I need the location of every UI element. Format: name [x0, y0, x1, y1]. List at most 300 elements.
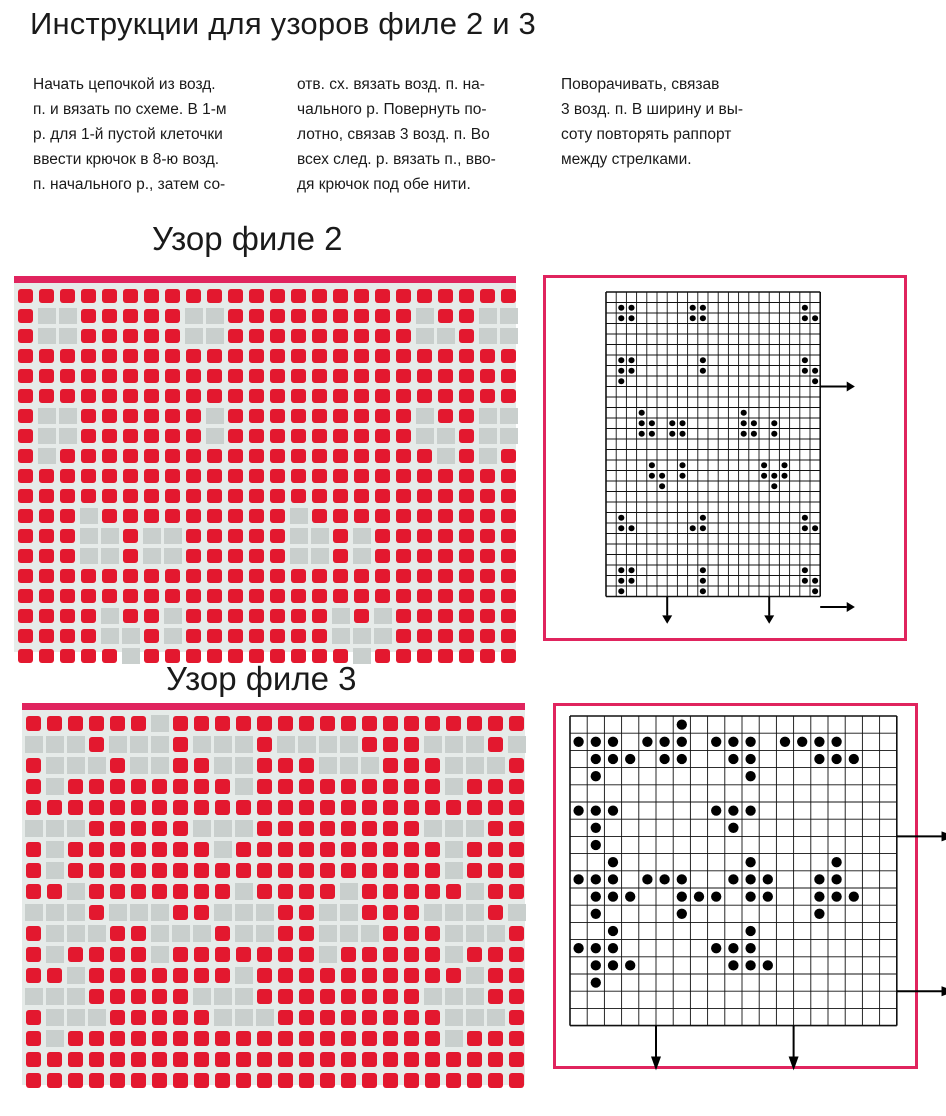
- open-mesh: [417, 349, 432, 363]
- chart-dot: [639, 431, 645, 437]
- open-mesh: [186, 289, 201, 303]
- open-mesh: [509, 947, 524, 962]
- open-mesh: [123, 369, 138, 383]
- open-mesh: [144, 589, 159, 603]
- filled-stitch: [340, 904, 358, 921]
- pattern-2-photo: [14, 276, 516, 652]
- filled-stitch: [193, 925, 211, 942]
- open-mesh: [383, 947, 398, 962]
- filled-stitch: [67, 757, 85, 774]
- open-mesh: [194, 1010, 209, 1025]
- open-mesh: [480, 529, 495, 543]
- open-mesh: [467, 716, 482, 731]
- open-mesh: [123, 289, 138, 303]
- filled-stitch: [416, 428, 434, 444]
- chart-dot: [831, 857, 841, 867]
- open-mesh: [131, 989, 146, 1004]
- chart-dot: [618, 588, 624, 594]
- filled-stitch: [298, 736, 316, 753]
- filled-stitch: [361, 757, 379, 774]
- filled-stitch: [122, 628, 140, 644]
- chart-dot: [802, 315, 808, 321]
- open-mesh: [299, 926, 314, 941]
- open-mesh: [404, 1031, 419, 1046]
- chart-dot: [677, 737, 687, 747]
- open-mesh: [362, 947, 377, 962]
- open-mesh: [278, 779, 293, 794]
- open-mesh: [110, 800, 125, 815]
- open-mesh: [341, 947, 356, 962]
- open-mesh: [375, 549, 390, 563]
- open-mesh: [375, 569, 390, 583]
- chart-dot: [608, 754, 618, 764]
- open-mesh: [165, 589, 180, 603]
- filled-stitch: [445, 1030, 463, 1047]
- filled-stitch: [206, 408, 224, 424]
- open-mesh: [459, 309, 474, 323]
- open-mesh: [228, 409, 243, 423]
- open-mesh: [215, 863, 230, 878]
- chart-dot: [642, 737, 652, 747]
- chart-dot: [849, 754, 859, 764]
- filled-stitch: [424, 736, 442, 753]
- filled-stitch: [332, 628, 350, 644]
- filled-stitch: [80, 548, 98, 564]
- open-mesh: [228, 489, 243, 503]
- open-mesh: [110, 947, 125, 962]
- open-mesh: [152, 863, 167, 878]
- chart-dot: [618, 378, 624, 384]
- open-mesh: [215, 926, 230, 941]
- open-mesh: [488, 821, 503, 836]
- open-mesh: [144, 489, 159, 503]
- open-mesh: [215, 947, 230, 962]
- filled-stitch: [466, 925, 484, 942]
- chart-dot: [771, 420, 777, 426]
- open-mesh: [26, 842, 41, 857]
- open-mesh: [467, 1073, 482, 1088]
- chart-dot: [591, 737, 601, 747]
- filled-stitch: [193, 736, 211, 753]
- open-mesh: [278, 800, 293, 815]
- open-mesh: [333, 529, 348, 543]
- open-mesh: [341, 779, 356, 794]
- filled-stitch: [46, 1009, 64, 1026]
- chart-dot: [591, 874, 601, 884]
- chart-dot: [690, 525, 696, 531]
- open-mesh: [165, 309, 180, 323]
- filled-stitch: [437, 328, 455, 344]
- open-mesh: [509, 821, 524, 836]
- open-mesh: [320, 863, 335, 878]
- open-mesh: [375, 409, 390, 423]
- chart-dot: [711, 805, 721, 815]
- filled-stitch: [59, 328, 77, 344]
- filled-stitch: [151, 715, 169, 732]
- open-mesh: [467, 779, 482, 794]
- open-mesh: [375, 389, 390, 403]
- open-mesh: [131, 716, 146, 731]
- open-mesh: [26, 947, 41, 962]
- chart-dot: [761, 473, 767, 479]
- filled-stitch: [256, 1009, 274, 1026]
- open-mesh: [186, 409, 201, 423]
- filled-stitch: [46, 988, 64, 1005]
- open-mesh: [194, 800, 209, 815]
- filled-stitch: [290, 528, 308, 544]
- filled-stitch: [214, 904, 232, 921]
- open-mesh: [186, 589, 201, 603]
- open-mesh: [47, 716, 62, 731]
- filled-stitch: [185, 308, 203, 324]
- open-mesh: [39, 629, 54, 643]
- open-mesh: [396, 289, 411, 303]
- open-mesh: [228, 529, 243, 543]
- chart-dot: [677, 909, 687, 919]
- open-mesh: [438, 289, 453, 303]
- open-mesh: [60, 449, 75, 463]
- open-mesh: [131, 926, 146, 941]
- open-mesh: [144, 409, 159, 423]
- open-mesh: [312, 589, 327, 603]
- filled-stitch: [479, 408, 497, 424]
- open-mesh: [375, 649, 390, 663]
- open-mesh: [362, 716, 377, 731]
- open-mesh: [375, 529, 390, 543]
- filled-stitch: [164, 528, 182, 544]
- open-mesh: [228, 369, 243, 383]
- open-mesh: [173, 1052, 188, 1067]
- open-mesh: [404, 989, 419, 1004]
- open-mesh: [278, 947, 293, 962]
- filled-stitch: [206, 308, 224, 324]
- filled-stitch: [424, 904, 442, 921]
- open-mesh: [467, 1031, 482, 1046]
- open-mesh: [144, 389, 159, 403]
- open-mesh: [312, 309, 327, 323]
- chart-dot: [812, 578, 818, 584]
- chart-dot: [642, 874, 652, 884]
- chart-dot: [802, 515, 808, 521]
- filled-stitch: [46, 904, 64, 921]
- open-mesh: [228, 389, 243, 403]
- open-mesh: [312, 289, 327, 303]
- chart-dot: [763, 960, 773, 970]
- open-mesh: [110, 926, 125, 941]
- open-mesh: [383, 779, 398, 794]
- open-mesh: [375, 309, 390, 323]
- open-mesh: [488, 968, 503, 983]
- open-mesh: [270, 469, 285, 483]
- open-mesh: [425, 926, 440, 941]
- open-mesh: [123, 309, 138, 323]
- open-mesh: [207, 569, 222, 583]
- open-mesh: [278, 842, 293, 857]
- open-mesh: [417, 509, 432, 523]
- open-mesh: [333, 509, 348, 523]
- filled-stitch: [445, 736, 463, 753]
- filled-stitch: [235, 736, 253, 753]
- open-mesh: [354, 589, 369, 603]
- open-mesh: [383, 1073, 398, 1088]
- open-mesh: [509, 1031, 524, 1046]
- open-mesh: [480, 369, 495, 383]
- open-mesh: [341, 989, 356, 1004]
- open-mesh: [165, 329, 180, 343]
- open-mesh: [144, 649, 159, 663]
- open-mesh: [291, 349, 306, 363]
- open-mesh: [299, 1073, 314, 1088]
- open-mesh: [236, 1052, 251, 1067]
- open-mesh: [123, 449, 138, 463]
- filled-stitch: [500, 428, 518, 444]
- open-mesh: [459, 529, 474, 543]
- filled-stitch: [437, 428, 455, 444]
- open-mesh: [207, 549, 222, 563]
- open-mesh: [333, 409, 348, 423]
- open-mesh: [291, 469, 306, 483]
- open-mesh: [26, 779, 41, 794]
- open-mesh: [257, 968, 272, 983]
- open-mesh: [501, 369, 516, 383]
- filled-stitch: [143, 528, 161, 544]
- open-mesh: [249, 349, 264, 363]
- open-mesh: [480, 549, 495, 563]
- chart-dot: [679, 420, 685, 426]
- open-mesh: [425, 968, 440, 983]
- open-mesh: [396, 569, 411, 583]
- chart-dot: [745, 754, 755, 764]
- open-mesh: [438, 309, 453, 323]
- chart-dot: [728, 960, 738, 970]
- open-mesh: [81, 609, 96, 623]
- open-mesh: [194, 842, 209, 857]
- chart-dot: [711, 943, 721, 953]
- open-mesh: [173, 1010, 188, 1025]
- open-mesh: [480, 629, 495, 643]
- open-mesh: [404, 884, 419, 899]
- open-mesh: [173, 947, 188, 962]
- open-mesh: [299, 800, 314, 815]
- open-mesh: [509, 884, 524, 899]
- open-mesh: [270, 369, 285, 383]
- open-mesh: [60, 589, 75, 603]
- filled-stitch: [479, 428, 497, 444]
- open-mesh: [459, 329, 474, 343]
- open-mesh: [249, 369, 264, 383]
- filled-stitch: [500, 308, 518, 324]
- pattern-2-chart-frame: [543, 275, 907, 641]
- open-mesh: [501, 349, 516, 363]
- open-mesh: [60, 509, 75, 523]
- open-mesh: [152, 968, 167, 983]
- open-mesh: [278, 1073, 293, 1088]
- chart-dot: [659, 737, 669, 747]
- open-mesh: [270, 389, 285, 403]
- open-mesh: [362, 737, 377, 752]
- open-mesh: [207, 509, 222, 523]
- open-mesh: [459, 349, 474, 363]
- open-mesh: [215, 1052, 230, 1067]
- open-mesh: [341, 1052, 356, 1067]
- open-mesh: [249, 449, 264, 463]
- chart-dot: [608, 943, 618, 953]
- open-mesh: [270, 609, 285, 623]
- open-mesh: [144, 609, 159, 623]
- open-mesh: [165, 409, 180, 423]
- open-mesh: [501, 589, 516, 603]
- open-mesh: [228, 549, 243, 563]
- open-mesh: [165, 569, 180, 583]
- open-mesh: [396, 629, 411, 643]
- chart-dot: [618, 525, 624, 531]
- open-mesh: [123, 529, 138, 543]
- open-mesh: [438, 469, 453, 483]
- open-mesh: [480, 469, 495, 483]
- open-mesh: [509, 1010, 524, 1025]
- open-mesh: [236, 863, 251, 878]
- open-mesh: [39, 469, 54, 483]
- chart-dot: [700, 515, 706, 521]
- filled-stitch: [214, 736, 232, 753]
- chart-dot: [741, 420, 747, 426]
- open-mesh: [291, 569, 306, 583]
- open-mesh: [396, 489, 411, 503]
- open-mesh: [396, 349, 411, 363]
- open-mesh: [215, 800, 230, 815]
- chart-dot: [771, 431, 777, 437]
- open-mesh: [501, 609, 516, 623]
- open-mesh: [404, 737, 419, 752]
- chart-dot: [771, 473, 777, 479]
- open-mesh: [89, 1052, 104, 1067]
- filled-stitch: [80, 528, 98, 544]
- open-mesh: [341, 968, 356, 983]
- open-mesh: [396, 389, 411, 403]
- chart-dot: [608, 891, 618, 901]
- open-mesh: [333, 369, 348, 383]
- open-mesh: [354, 329, 369, 343]
- open-mesh: [144, 309, 159, 323]
- open-mesh: [446, 1052, 461, 1067]
- open-mesh: [165, 389, 180, 403]
- chart-dot: [711, 737, 721, 747]
- open-mesh: [68, 800, 83, 815]
- filled-stitch: [193, 988, 211, 1005]
- chart-dot: [618, 515, 624, 521]
- open-mesh: [89, 884, 104, 899]
- open-mesh: [173, 968, 188, 983]
- filled-stitch: [214, 841, 232, 858]
- chart-dot: [745, 926, 755, 936]
- chart-dot: [677, 754, 687, 764]
- filled-stitch: [353, 528, 371, 544]
- open-mesh: [333, 469, 348, 483]
- open-mesh: [26, 800, 41, 815]
- open-mesh: [110, 1010, 125, 1025]
- open-mesh: [26, 758, 41, 773]
- filled-stitch: [235, 988, 253, 1005]
- open-mesh: [488, 779, 503, 794]
- chart-dot: [659, 754, 669, 764]
- open-mesh: [299, 968, 314, 983]
- open-mesh: [299, 758, 314, 773]
- open-mesh: [333, 289, 348, 303]
- chart-dot: [649, 420, 655, 426]
- filled-stitch: [235, 925, 253, 942]
- filled-stitch: [445, 778, 463, 795]
- open-mesh: [320, 1073, 335, 1088]
- open-mesh: [291, 369, 306, 383]
- open-mesh: [333, 349, 348, 363]
- open-mesh: [26, 1073, 41, 1088]
- chart-dot: [831, 737, 841, 747]
- open-mesh: [333, 329, 348, 343]
- open-mesh: [110, 968, 125, 983]
- open-mesh: [278, 926, 293, 941]
- chart-dot: [591, 840, 601, 850]
- chart-dot: [591, 805, 601, 815]
- chart-dot: [802, 525, 808, 531]
- filled-stitch: [340, 883, 358, 900]
- open-mesh: [320, 716, 335, 731]
- open-mesh: [249, 409, 264, 423]
- filled-stitch: [38, 408, 56, 424]
- open-mesh: [228, 629, 243, 643]
- open-mesh: [291, 629, 306, 643]
- chart-dot: [628, 368, 634, 374]
- open-mesh: [131, 779, 146, 794]
- filled-stitch: [340, 736, 358, 753]
- pattern-2-heading: Узор филе 2: [152, 220, 343, 257]
- open-mesh: [165, 489, 180, 503]
- chart-dot: [679, 431, 685, 437]
- open-mesh: [438, 509, 453, 523]
- open-mesh: [123, 569, 138, 583]
- chart-dot: [700, 588, 706, 594]
- open-mesh: [488, 884, 503, 899]
- open-mesh: [501, 469, 516, 483]
- open-mesh: [270, 529, 285, 543]
- open-mesh: [60, 489, 75, 503]
- open-mesh: [81, 589, 96, 603]
- pattern-2-chart: [546, 278, 904, 638]
- open-mesh: [89, 905, 104, 920]
- open-mesh: [186, 529, 201, 543]
- open-mesh: [354, 309, 369, 323]
- chart-dot: [781, 473, 787, 479]
- chart-dot: [751, 420, 757, 426]
- chart-dot: [608, 926, 618, 936]
- open-mesh: [354, 409, 369, 423]
- open-mesh: [236, 842, 251, 857]
- chart-dot: [618, 578, 624, 584]
- chart-dot: [802, 368, 808, 374]
- open-mesh: [39, 509, 54, 523]
- open-mesh: [467, 947, 482, 962]
- open-mesh: [39, 289, 54, 303]
- filled-stitch: [164, 608, 182, 624]
- chart-dot: [573, 874, 583, 884]
- open-mesh: [333, 449, 348, 463]
- open-mesh: [362, 1073, 377, 1088]
- open-mesh: [362, 968, 377, 983]
- open-mesh: [60, 349, 75, 363]
- chart-dot: [591, 754, 601, 764]
- open-mesh: [186, 609, 201, 623]
- chart-dot: [628, 578, 634, 584]
- open-mesh: [480, 649, 495, 663]
